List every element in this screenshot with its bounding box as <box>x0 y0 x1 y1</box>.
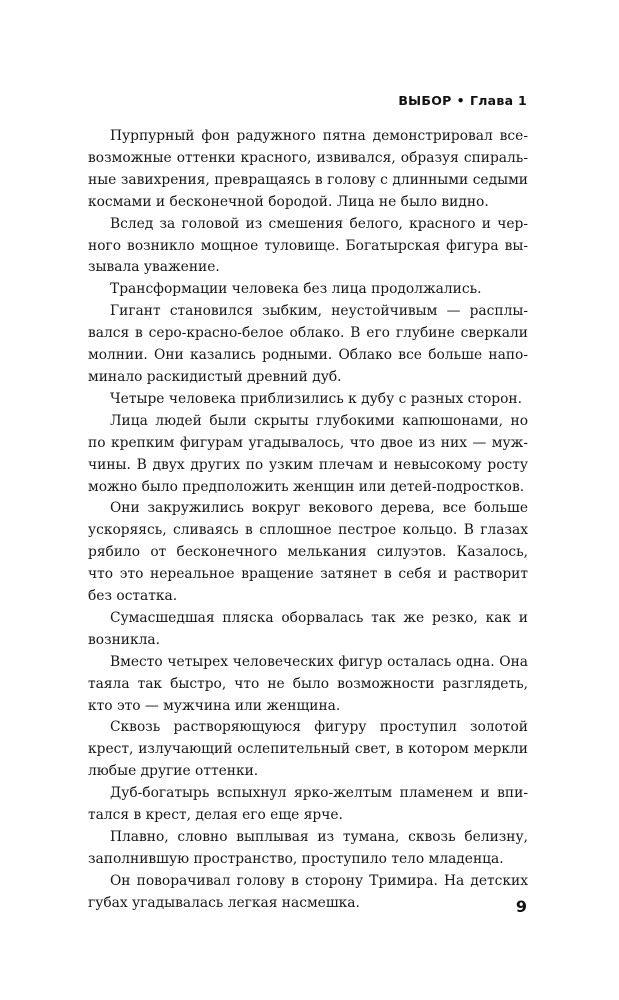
paragraph: Плавно, словно выплывая из тумана, сквозь белизну, заполнившую пространство, проступило тело младенца. <box>88 829 528 867</box>
chapter-label: Глава 1 <box>469 93 527 108</box>
body-text <box>88 126 528 915</box>
paragraph: Сумасшедшая пляска оборвалась так же резко, как и возникла. <box>88 609 528 648</box>
paragraph: Вместо четырех человеческих фигур осталась одна. Она таяла так быстро, что не было возможности разглядеть, кто это — мужчина или женщина. <box>88 653 528 714</box>
book-title: ВЫБОР <box>398 93 452 108</box>
paragraph: Трансформации человека без лица продолжались. <box>110 281 482 298</box>
paragraph: Сквозь растворяющуюся фигуру проступил золотой крест, излучающий ослепительный свет, в котором меркли любые другие оттенки. <box>88 719 528 780</box>
paragraph: Дуб-богатырь вспыхнул ярко-желтым пламенем и впитался в крест, делая его еще ярче. <box>88 785 528 824</box>
header-separator: • <box>456 93 465 108</box>
running-head <box>398 93 527 108</box>
paragraph: Четыре человека приблизились к дубу с разных сторон. <box>110 390 523 407</box>
paragraph: Лица людей были скрыты глубокими капюшонами, но по крепким фигурам угадывалось, что двое из них — мужчины. В двух других по узким плечам и невысокому росту можно было предположить женщин или детей-подростков. <box>88 412 528 495</box>
paragraph: Он поворачивал голову в сторону Тримира. На детских губах угадывалась легкая насмешка. <box>88 872 528 911</box>
paragraph: Пурпурный фон радужного пятна демонстрировал всевозможные оттенки красного, извивался, образуя спиральные завихрения, превращаясь в голову с длинными седыми космами и бесконечной бородой. Лица не было видно. <box>88 128 528 210</box>
paragraph: Гигант становился зыбким, неустойчивым — расплывался в серо-красно-белое облако. В его глубине сверкали молнии. Они казались родными. Облако все больше напоминало раскидистый древний дуб. <box>88 303 528 385</box>
paragraph: Они закружились вокруг векового дерева, все больше ускоряясь, сливаясь в сплошное пестрое кольцо. В глазах рябило от бесконечного мелькания силуэтов. Казалось, что это нереальное вращение затянет в себя и растворит без остатка. <box>88 500 528 605</box>
paragraph: Вслед за головой из смешения белого, красного и черного возникло мощное туловище. Богатырская фигура вызывала уважение. <box>88 215 528 276</box>
page-number: 9 <box>515 897 527 916</box>
